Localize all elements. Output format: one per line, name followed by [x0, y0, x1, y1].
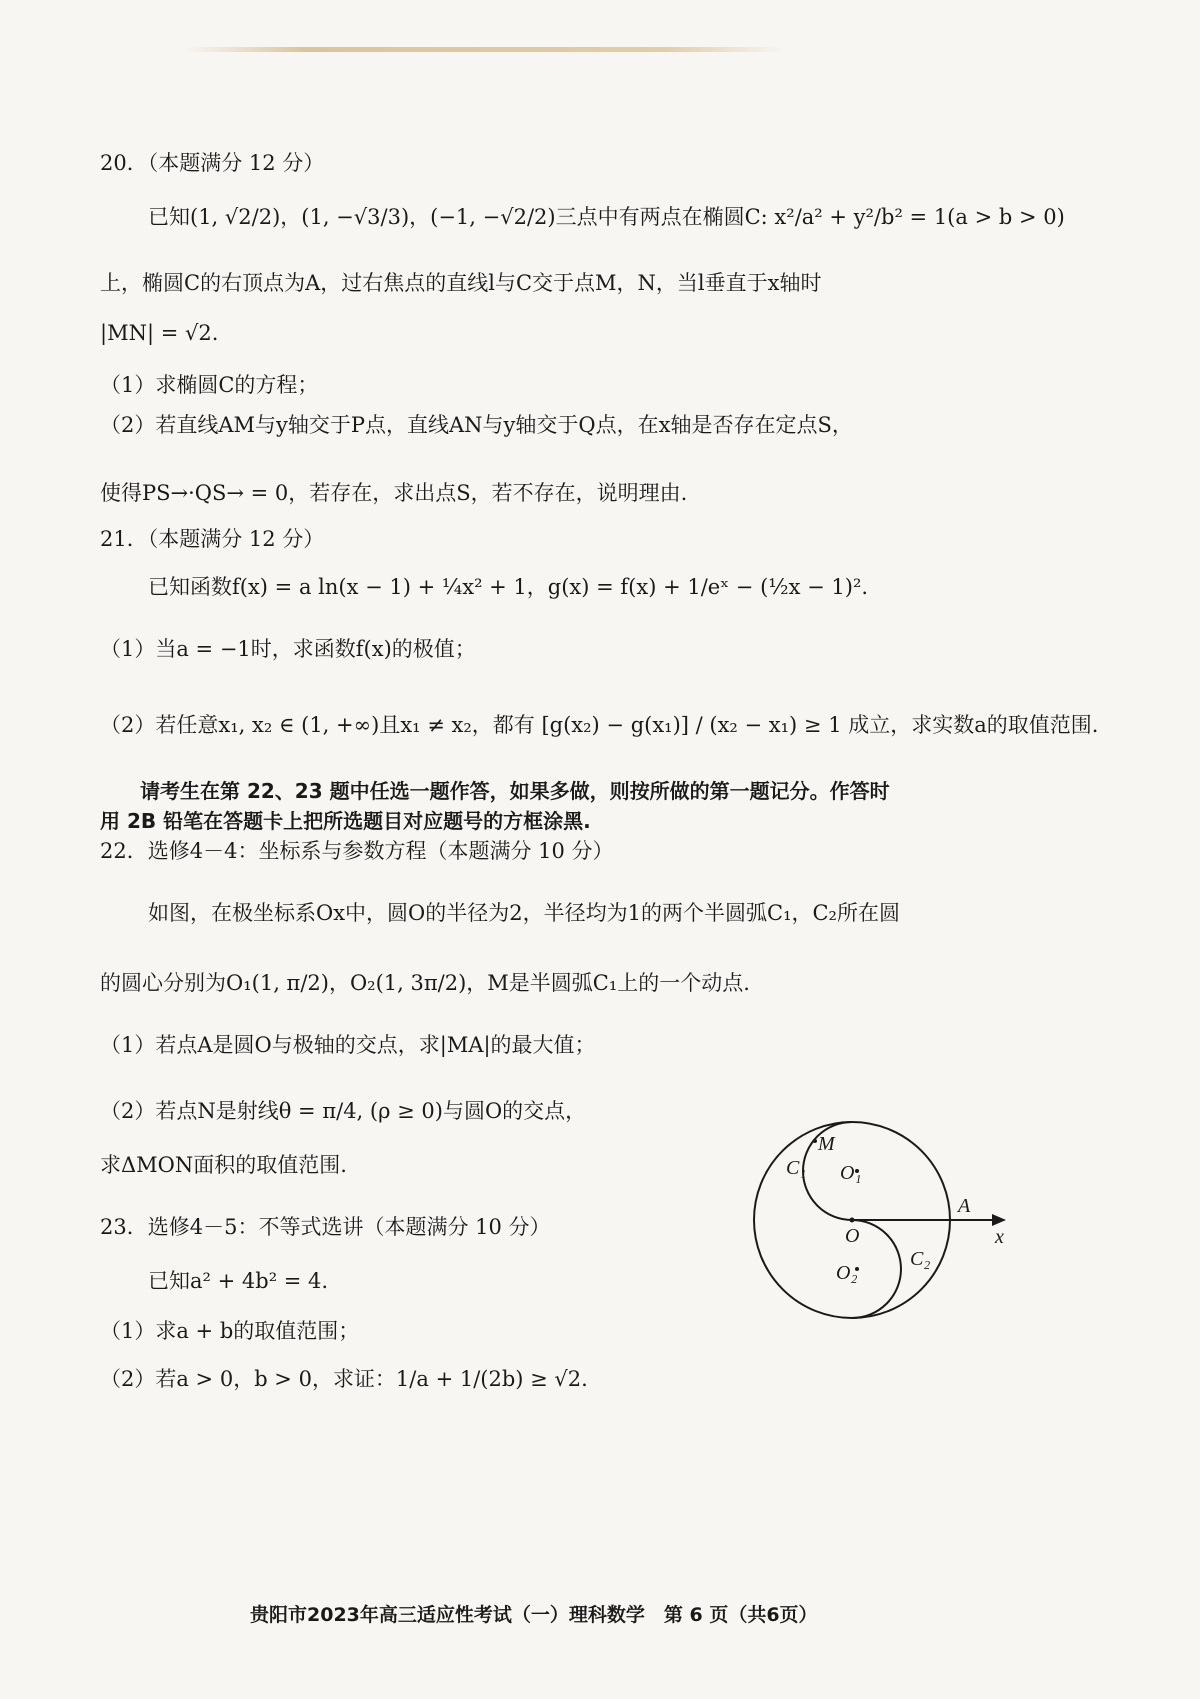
q23-title: 23．选修4－5：不等式选讲（本题满分 10 分）: [100, 1215, 551, 1239]
label-a: A: [958, 1195, 971, 1217]
q22-part2-line2: 求ΔMON面积的取值范围.: [100, 1153, 347, 1177]
polar-figure: [740, 1100, 1020, 1340]
q22-part1: （1）若点A是圆O与极轴的交点，求|MA|的最大值；: [100, 1033, 596, 1057]
q22-stem-line1: 如图，在极坐标系Ox中，圆O的半径为2，半径均为1的两个半圆弧C₁，C₂所在圆: [148, 901, 900, 925]
header-rule: [185, 47, 785, 52]
q20-part1: （1）求椭圆C的方程；: [100, 373, 319, 397]
label-m: M: [818, 1133, 835, 1155]
polar-figure-svg: [740, 1100, 1020, 1340]
q21-part2: （2）若任意x₁, x₂ ∈ (1, +∞)且x₁ ≠ x₂，都有 [g(x₂) − g(x₁)] / (x₂ − x₁) ≥ 1 成立，求实数a的取值范围.: [100, 713, 1099, 737]
q22-title: 22．选修4－4：坐标系与参数方程（本题满分 10 分）: [100, 839, 614, 863]
q20-part2-line1: （2）若直线AM与y轴交于P点，直线AN与y轴交于Q点，在x轴是否存在定点S，: [100, 413, 853, 437]
label-o2: O₂: [836, 1262, 858, 1284]
q20-title: 20．（本题满分 12 分）: [100, 151, 325, 175]
axis-arrow: [992, 1214, 1006, 1226]
q20-stem-line2: 上，椭圆C的右顶点为A，过右焦点的直线l与C交于点M，N，当l垂直于x轴时: [100, 271, 822, 295]
q21-stem: 已知函数f(x) = a ln(x − 1) + ¼x² + 1，g(x) = f(x) + 1/eˣ − (½x − 1)².: [148, 575, 869, 599]
q21-title: 21．（本题满分 12 分）: [100, 527, 325, 551]
q23-part2: （2）若a > 0，b > 0，求证：1/a + 1/(2b) ≥ √2.: [100, 1367, 588, 1391]
q23-part1: （1）求a + b的取值范围；: [100, 1319, 360, 1343]
label-o: O: [845, 1225, 860, 1247]
page-footer: 贵阳市2023年高三适应性考试（一）理科数学 第 6 页（共6页）: [250, 1604, 818, 1626]
q20-part2-line2: 使得PS→·QS→ = 0，若存在，求出点S，若不存在，说明理由.: [100, 481, 688, 505]
point-m: [813, 1139, 817, 1143]
q22-part2-line1: （2）若点N是射线θ = π/4, (ρ ≥ 0)与圆O的交点，: [100, 1099, 587, 1123]
label-c1: C₁: [786, 1157, 807, 1179]
q23-stem: 已知a² + 4b² = 4.: [148, 1269, 329, 1293]
instruction-line1: 请考生在第 22、23 题中任选一题作答，如果多做，则按所做的第一题记分。作答时: [140, 779, 890, 803]
q20-stem-line3: |MN| = √2.: [100, 321, 219, 345]
q20-stem-line1: 已知(1, √2/2)，(1, −√3/3)，(−1, −√2/2)三点中有两点在椭圆C: x²/a² + y²/b² = 1(a > b > 0): [148, 205, 1065, 229]
point-o: [850, 1218, 855, 1223]
instruction-line2: 用 2B 铅笔在答题卡上把所选题目对应题号的方框涂黑.: [100, 809, 591, 833]
label-x: x: [995, 1226, 1004, 1248]
q21-part1: （1）当a = −1时，求函数f(x)的极值；: [100, 637, 476, 661]
label-c2: C₂: [910, 1248, 931, 1270]
label-o1: O₁: [840, 1162, 862, 1184]
q22-stem-line2: 的圆心分别为O₁(1, π/2)，O₂(1, 3π/2)，M是半圆弧C₁上的一个动点.: [100, 971, 750, 995]
